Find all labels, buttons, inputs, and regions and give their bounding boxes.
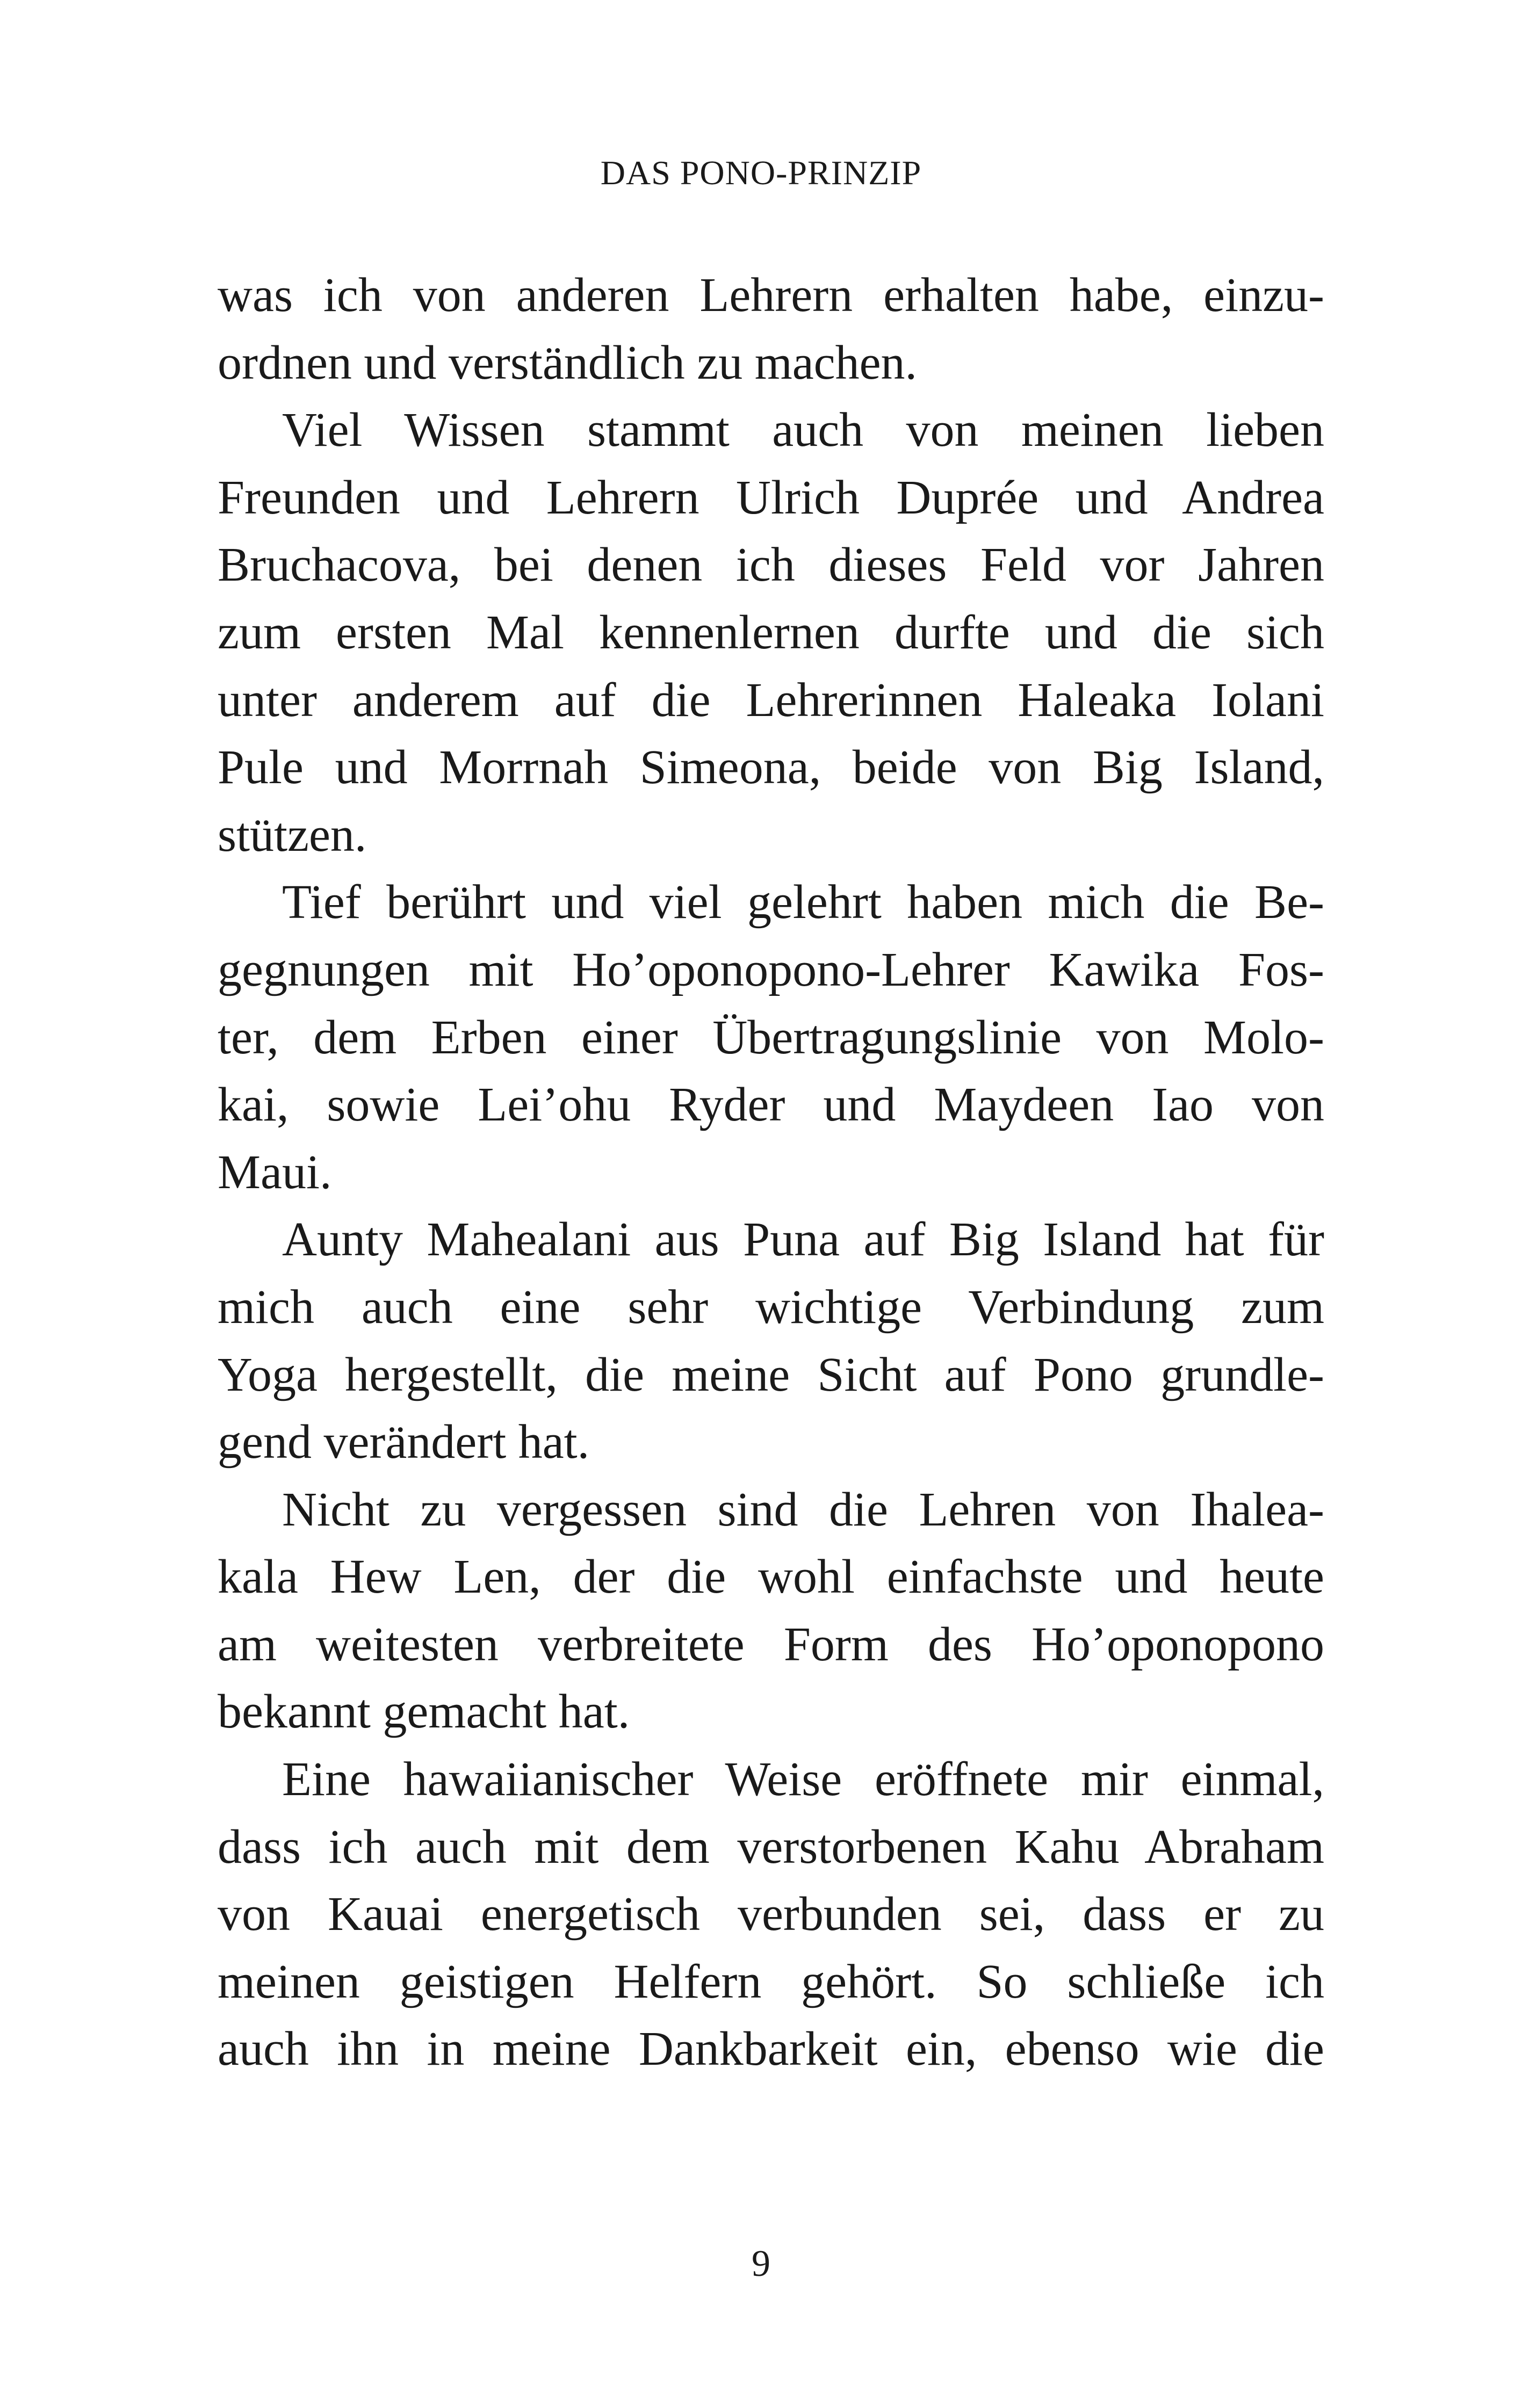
text-line: von Kauai energetisch verbunden sei, dass er zu [218,1888,1324,1941]
text-line: gegnungen mit Ho’oponopono-Lehrer Kawika Fos- [218,943,1324,996]
text-line: Bruchacova, bei denen ich dieses Feld vor Jahren [218,538,1324,592]
text-line: bekannt gemacht hat. [218,1685,630,1739]
text-line: Pule und Morrnah Simeona, beide von Big Island, [218,741,1324,794]
text-line: gend verändert hat. [218,1415,590,1469]
text-line: kala Hew Len, der die wohl einfachste und heute [218,1550,1324,1604]
body-text [218,262,1324,2083]
text-line: Maui. [218,1145,332,1199]
text-line: zum ersten Mal kennenlernen durfte und die sich [218,605,1324,659]
text-line: Aunty Mahealani aus Puna auf Big Island hat für [282,1213,1324,1267]
text-line: mich auch eine sehr wichtige Verbindung zum [218,1280,1324,1334]
text-line: was ich von anderen Lehrern erhalten habe, einzu- [218,269,1324,322]
text-line: ter, dem Erben einer Übertragungslinie von Molo- [218,1010,1324,1064]
page-number: 9 [752,2243,770,2284]
text-line: Nicht zu vergessen sind die Lehren von Ihalea- [282,1483,1324,1536]
text-line: stützen. [218,808,367,862]
text-line: Tief berührt und viel gelehrt haben mich die Be- [282,876,1324,929]
text-line: ordnen und verständlich zu machen. [218,336,918,389]
text-line: meinen geistigen Helfern gehört. So schließe ich [218,1955,1324,2008]
text-line: dass ich auch mit dem verstorbenen Kahu Abraham [218,1820,1324,1874]
text-line: Viel Wissen stammt auch von meinen lieben [282,403,1324,457]
text-line: kai, sowie Lei’ohu Ryder und Maydeen Iao von [218,1078,1324,1132]
text-line: am weitesten verbreitete Form des Ho’oponopono [218,1617,1324,1671]
text-line: Freunden und Lehrern Ulrich Duprée und Andrea [218,471,1324,524]
text-line: unter anderem auf die Lehrerinnen Haleaka Iolani [218,673,1324,727]
running-head: DAS PONO-PRINZIP [600,154,922,192]
text-line: Eine hawaiianischer Weise eröffnete mir einmal, [282,1753,1324,1806]
text-line: Yoga hergestellt, die meine Sicht auf Pono grundle- [218,1348,1324,1401]
text-line: auch ihn in meine Dankbarkeit ein, ebenso wie die [218,2022,1324,2076]
